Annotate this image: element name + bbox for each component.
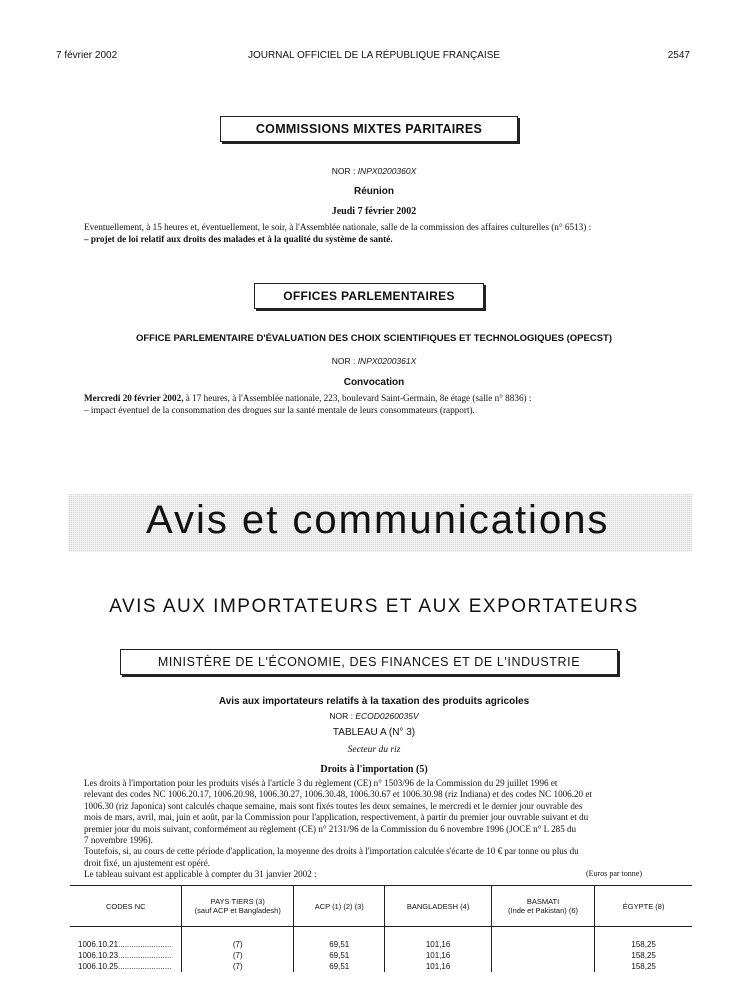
cell-code: 1006.10.25........................ xyxy=(78,962,172,971)
cell-pays-tiers: (7) xyxy=(182,939,294,950)
header-page-number: 2547 xyxy=(667,50,690,61)
table-header-row xyxy=(70,886,692,927)
op-subtitle: Convocation xyxy=(343,377,405,388)
table-row xyxy=(70,950,692,961)
nor-label: NOR : xyxy=(331,356,356,366)
col-header-pays-tiers: PAYS TIERS (3) (sauf ACP et Bangladesh) xyxy=(182,886,294,927)
table-row xyxy=(70,961,692,972)
cell-code: 1006.10.23........................ xyxy=(78,951,172,960)
nor-label: NOR : xyxy=(329,711,353,721)
cell-code: 1006.10.21........................ xyxy=(78,940,172,949)
para-1 xyxy=(84,778,694,881)
header-journal: JOURNAL OFFICIEL DE LA RÉPUBLIQUE FRANÇAISE xyxy=(247,50,501,61)
nor-code: INPX0200361X xyxy=(357,356,417,366)
avis-title: Avis aux importateurs relatifs à la taxation des produits agricoles xyxy=(218,696,530,707)
cell-pays-tiers: (7) xyxy=(182,950,294,961)
header-date: 7 février 2002 xyxy=(56,50,118,61)
nor-label: NOR : xyxy=(331,166,356,176)
section-box-cmp: COMMISSIONS MIXTES PARITAIRES xyxy=(220,116,518,142)
op-office: OFFICE PARLEMENTAIRE D'ÉVALUATION DES CHOIX SCIENTIFIQUES ET TECHNOLOGIQUES (OPECST) xyxy=(135,333,613,344)
section-box-offices: OFFICES PARLEMENTAIRES xyxy=(254,283,484,309)
para-1-line: 7 novembre 1996). xyxy=(84,835,153,846)
ministry-box: MINISTÈRE DE L'ÉCONOMIE, DES FINANCES ET DE L'INDUSTRIE xyxy=(120,649,618,675)
table-spacer-row xyxy=(70,927,692,940)
droits-label: Droits à l'importation (5) xyxy=(320,764,428,775)
cell-basmati xyxy=(491,939,595,950)
para-1-line: 1006.30 (riz Japonica) sont calculés chaque semaine, mais sont fixés toutes les deux semaines, le mercredi et le dernier jour ouvrable des xyxy=(84,800,583,811)
cmp-subtitle: Réunion xyxy=(354,186,394,197)
banner-text: Avis et communications xyxy=(146,498,610,542)
col-header-basmati: BASMATI (Inde et Pakistan) (6) xyxy=(491,886,595,927)
table-row xyxy=(70,939,692,950)
col-header-acp: ACP (1) (2) (3) xyxy=(294,886,385,927)
para-2-line: droit fixé, un ajustement est opéré. xyxy=(84,857,211,868)
nor-avis xyxy=(0,711,748,721)
cell-basmati xyxy=(491,961,595,972)
col-header-codes-nc: CODES NC xyxy=(70,886,182,927)
cell-acp: 69,51 xyxy=(294,961,385,972)
units-note: (Euros par tonne) xyxy=(586,869,642,878)
col-header-egypte: ÉGYPTE (8) xyxy=(595,886,692,927)
op-line-1-rest: à 17 heures, à l'Assemblée nationale, 223, boulevard Saint-Germain, 8e étage (salle n° 8836) : xyxy=(183,393,532,403)
op-line-1-date: Mercredi 20 février 2002, xyxy=(84,393,184,403)
banner-avis-communications xyxy=(68,494,692,552)
cell-egypte: 158,25 xyxy=(595,939,692,950)
cell-acp: 69,51 xyxy=(294,950,385,961)
cell-bangladesh: 101,16 xyxy=(385,961,491,972)
cell-bangladesh: 101,16 xyxy=(385,950,491,961)
nor-cmp xyxy=(0,166,748,176)
tariff-table xyxy=(70,886,692,972)
tableau-label: TABLEAU A (N° 3) xyxy=(332,727,416,738)
nor-op xyxy=(0,356,748,366)
op-line-2: – impact éventuel de la consommation des drogues sur la santé mentale de leurs consommateurs (rapport). xyxy=(84,405,475,415)
secteur-label: Secteur du riz xyxy=(347,745,401,755)
para-1-line: mois de mars, avril, mai, juin et août, par la Commission pour l'application, respectivement, à partir du premier jour ouvrable suivant et du xyxy=(84,812,589,823)
col-header-bangladesh: BANGLADESH (4) xyxy=(385,886,491,927)
para-1-line: Les droits à l'importation pour les produits visés à l'article 3 du règlement (CE) n° 1503/96 de la Commission du 29 juillet 1996 et xyxy=(84,778,558,788)
op-line-1 xyxy=(84,393,694,404)
cell-basmati xyxy=(491,950,595,961)
cell-egypte: 158,25 xyxy=(595,950,692,961)
para-3: Le tableau suivant est applicable à compter du 31 janvier 2002 : xyxy=(84,869,317,880)
cell-pays-tiers: (7) xyxy=(182,961,294,972)
cell-acp: 69,51 xyxy=(294,939,385,950)
cmp-date: Jeudi 7 février 2002 xyxy=(331,206,417,217)
para-2-line: Toutefois, si, au cours de cette période d'application, la moyenne des droits à l'importation calculée s'écarte de 10 € par tonne ou plus du xyxy=(84,846,579,857)
cmp-line-2: – projet de loi relatif aux droits des malades et à la qualité du système de santé. xyxy=(84,234,393,244)
cell-bangladesh: 101,16 xyxy=(385,939,491,950)
nor-code: ECOD0260035V xyxy=(355,711,419,721)
cmp-line-1: Eventuellement, à 15 heures et, éventuellement, le soir, à l'Assemblée nationale, salle de la commission des affaires culturelles (n° 6513) : xyxy=(84,222,592,232)
nor-code: INPX0200360X xyxy=(357,166,417,176)
para-1-line: premier jour du mois suivant, conformément au règlement (CE) n° 2131/96 de la Commission du 6 novembre 1996 (JOCE n° L 285 du xyxy=(84,823,577,834)
para-1-line: relevant des codes NC 1006.20.17, 1006.20.98, 1006.30.27, 1006.30.48, 1006.30.67 et 1006.30.98 (riz Indiana) et des codes NC 1006.20 et xyxy=(84,789,592,800)
cell-egypte: 158,25 xyxy=(595,961,692,972)
section-title: AVIS AUX IMPORTATEURS ET AUX EXPORTATEURS xyxy=(109,596,639,617)
tariff-table-wrapper xyxy=(70,885,692,972)
